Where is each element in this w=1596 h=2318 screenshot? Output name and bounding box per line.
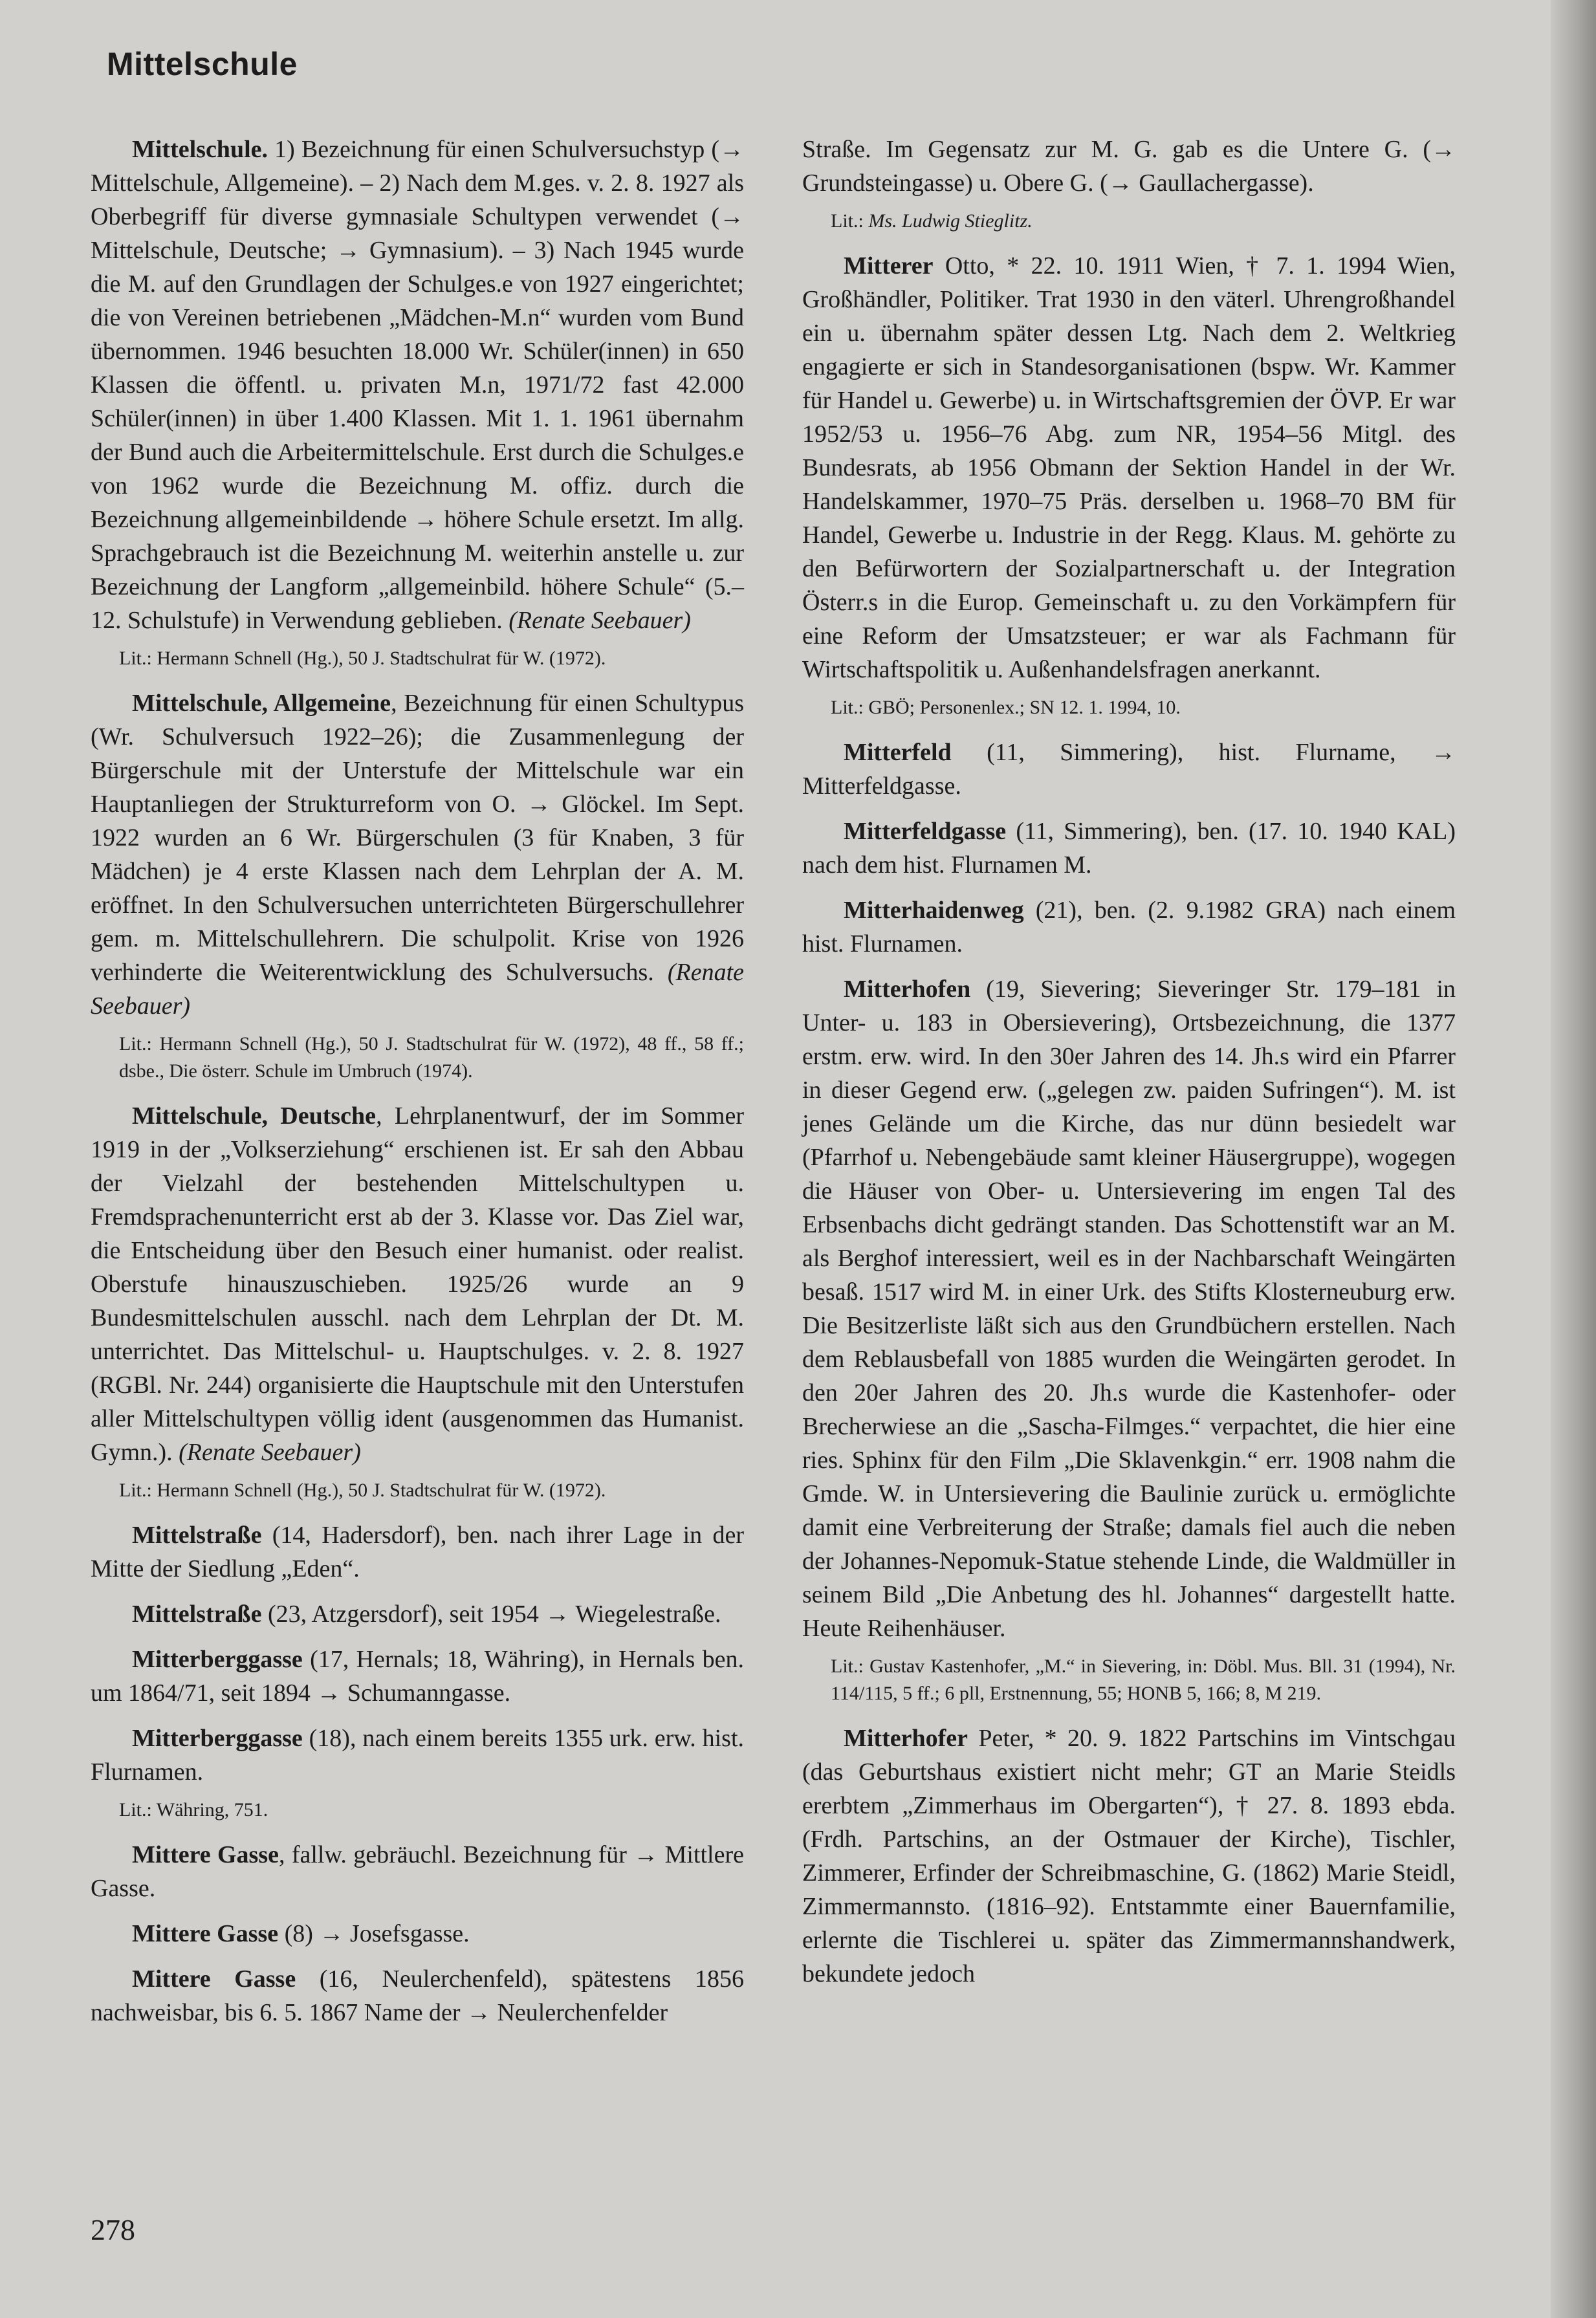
entry-literature: [802, 208, 1456, 235]
dictionary-entry: [91, 1722, 744, 1789]
entry-lemma: Mitterfeldgasse: [844, 818, 1007, 845]
entry-author: (Renate Seebauer): [179, 1439, 361, 1466]
dictionary-entry: [802, 736, 1456, 803]
literature-text: Lit.: GBÖ; Personenlex.; SN 12. 1. 1994, 10.: [831, 697, 1181, 718]
entry-lemma: Mitterhaidenweg: [844, 897, 1024, 924]
entry-literature: [802, 1653, 1456, 1707]
entry-text: (18), nach einem bereits 1355 urk. erw. hist. Flurnamen.: [91, 1725, 744, 1786]
entry-lemma: Mitterberggasse: [132, 1646, 303, 1673]
entry-text: (23, Atzgersdorf), seit 1954 → Wiegelestraße.: [261, 1601, 721, 1628]
entry-text: (21), ben. (2. 9.1982 GRA) nach einem hist. Flurnamen.: [802, 897, 1456, 957]
dictionary-entry: [91, 1917, 744, 1951]
entry-text: (14, Hadersdorf), ben. nach ihrer Lage in der Mitte der Siedlung „Eden“.: [91, 1522, 744, 1582]
dictionary-entry: [802, 893, 1456, 961]
entry-lemma: Mittelstraße: [132, 1522, 262, 1549]
entry-lemma: Mittelschule, Allgemeine: [132, 690, 391, 717]
dictionary-entry: [802, 249, 1456, 686]
page-edge-shadow: [1551, 0, 1596, 2318]
entry-literature: [91, 645, 744, 672]
literature-text: Lit.:: [831, 210, 864, 232]
dictionary-entry: [802, 815, 1456, 882]
dictionary-entry: [91, 686, 744, 1023]
running-header-title: Mittelschule: [107, 46, 298, 82]
entry-lemma: Mittere Gasse: [132, 1841, 279, 1868]
dictionary-entry: [91, 1597, 744, 1631]
entry-lemma: Mitterberggasse: [132, 1725, 303, 1752]
entry-text: (8) → Josefsgasse.: [278, 1920, 470, 1947]
entry-text: Otto, * 22. 10. 1911 Wien, † 7. 1. 1994 Wien, Großhändler, Politiker. Trat 1930 in den väterl. Uhrengroßhandel ein u. übernahm später dessen Ltg. Nach dem 2. Weltkrieg engagierte er sich in Standesorganisationen (bspw. Wr. Kammer für Handel u. Gewerbe) u. in Wirtschaftsgremien der ÖVP. Er war 1952/53 u. 1956–76 Abg. zum NR, 1954–56 Mitgl. des Bundesrats, ab 1956 Obmann der Sektion Handel in der Wr. Handelskammer, 1970–75 Präs. derselben u. 1968–70 BM für Handel, Gewerbe u. Industrie in der Regg. Klaus. M. gehörte zu den Befürwortern der Sozialpartnerschaft u. der Integration Österr.s in die Europ. Gemeinschaft u. zu den Vorkämpfern für eine Reform der Umsatzsteuer; er war als Fachmann für Wirtschaftspolitik u. Außenhandelsfragen anerkannt.: [802, 252, 1456, 683]
entry-text: , fallw. gebräuchl. Bezeichnung für → Mittlere Gasse.: [91, 1841, 744, 1902]
entry-lemma: Mitterfeld: [844, 739, 952, 766]
entry-text: (19, Sievering; Sieveringer Str. 179–181 in Unter- u. 183 in Obersievering), Ortsbezeichnung, die 1377 erstm. erw. wird. In den 30er Jahren des 14. Jh.s wird ein Pfarrer in dieser Gegend erw. („gelegen zw. paiden Sufringen“). M. ist jenes Gelände um die Kirche, das nur dünn besiedelt war (Pfarrhof u. Nebengebäude samt kleiner Häusergruppe), wogegen die Häuser von Ober- u. Untersievering im engen Tal des Erbsenbachs dicht gedrängt standen. Das Schottenstift war an M. als Berghof interessiert, weil es in der Nachbarschaft Weingärten besaß. 1517 wird M. in einer Urk. des Stifts Klosterneuburg erw. Die Besitzerliste läßt sich aus den Grundbüchern erstellen. Nach dem Reblausbefall von 1885 wurden die Weingärten gerodet. In den 20er Jahren des 20. Jh.s wurde die Kastenhofer- oder Brecherwiese an die „Sascha-Filmges.“ verpachtet, die hier eine ries. Sphinx für den Film „Die Sklavenkgin.“ err. 1908 nahm die Gmde. W. in Untersievering die Baulinie zurück u. ermöglichte damit eine Verbreiterung der Straße; damals fiel auch die neben der Johannes-Nepomuk-Statue stehende Linde, die Waldmüller in seinem Bild „Die Anbetung des hl. Johannes“ dargestellt hatte. Heute Reihenhäuser.: [802, 976, 1456, 1642]
entry-text: (17, Hernals; 18, Währing), in Hernals ben. um 1864/71, seit 1894 → Schumanngasse.: [91, 1646, 744, 1707]
literature-text: Lit.: Gustav Kastenhofer, „M.“ in Sievering, in: Döbl. Mus. Bll. 31 (1994), Nr. 114/115, 5 ff.; 6 pll, Erstnennung, 55; HONB 5, 166; 8, M 219.: [831, 1656, 1456, 1704]
entry-lemma: Mittelstraße: [132, 1601, 262, 1628]
entry-author: (Renate Seebauer): [91, 959, 744, 1020]
entry-lemma: Mittelschule.: [132, 136, 268, 163]
dictionary-entry: [91, 1099, 744, 1469]
literature-text: Lit.: Hermann Schnell (Hg.), 50 J. Stadtschulrat für W. (1972), 48 ff., 58 ff.; dsbe., Die österr. Schule im Umbruch (1974).: [119, 1033, 744, 1082]
entry-lemma: Mittere Gasse: [132, 1965, 296, 1993]
literature-text: Lit.: Hermann Schnell (Hg.), 50 J. Stadtschulrat für W. (1972).: [119, 1480, 606, 1501]
entry-literature: [91, 1797, 744, 1824]
literature-text: Lit.: Hermann Schnell (Hg.), 50 J. Stadtschulrat für W. (1972).: [119, 648, 606, 669]
literature-source: Ms. Ludwig Stieglitz.: [868, 210, 1033, 232]
entry-text: Peter, * 20. 9. 1822 Partschins im Vintschgau (das Geburtshaus existiert nicht mehr; GT an Marie Steidls ererbtem „Zimmerhaus im Obergarten“), † 27. 8. 1893 ebda. (Frdh. Partschins, an der Ostmauer der Kirche), Tischler, Zimmerer, Erfinder der Schreibmaschine, G. (1862) Marie Steidl, Zimmermannsto. (1816–92). Entstammte einer Bauernfamilie, erlernte die Tischlerei u. später das Zimmermannshandwerk, bekundete jedoch: [802, 1725, 1456, 1987]
right-column: [802, 133, 1456, 2002]
entry-text: (11, Simmering), ben. (17. 10. 1940 KAL) nach dem hist. Flurnamen M.: [802, 818, 1456, 879]
dictionary-entry: [91, 133, 744, 637]
entry-text: (16, Neulerchenfeld), spätestens 1856 nachweisbar, bis 6. 5. 1867 Name der → Neulerchenfelder: [91, 1965, 744, 2026]
entry-author: (Renate Seebauer): [508, 607, 691, 634]
entry-text: , Lehrplanentwurf, der im Sommer 1919 in der „Volkserziehung“ erschienen ist. Er sah den Abbau der Vielzahl der bestehenden Mittelschultypen u. Fremdsprachenunterricht erst ab der 3. Klasse vor. Das Ziel war, die Entscheidung über den Besuch einer humanist. oder realist. Oberstufe hinauszuschieben. 1925/26 wurde an 9 Bundesmittelschulen ausschl. nach dem Lehrplan der Dt. M. unterrichtet. Das Mittelschul- u. Hauptschulges. v. 2. 8. 1927 (RGBl. Nr. 244) organisierte die Hauptschule mit den Unterstufen aller Mittelschultypen völlig ident (ausgenommen das Humanist. Gymn.).: [91, 1102, 744, 1466]
entry-text: , Bezeichnung für einen Schultypus (Wr. Schulversuch 1922–26); die Zusammenlegung der Bürgerschule mit der Unterstufe der Mittelschule war ein Hauptanliegen der Strukturreform von O. → Glöckel. Im Sept. 1922 wurden an 6 Wr. Bürgerschulen (3 für Knaben, 3 für Mädchen) je 4 erste Klassen nach dem Lehrplan der A. M. eröffnet. In den Schulversuchen unterrichteten Bürgerschullehrer gem. m. Mittelschullehrern. Die schulpolit. Krise von 1926 verhinderte die Weiterentwicklung des Schulversuchs.: [91, 690, 744, 986]
entry-lemma: Mitterer: [844, 252, 934, 279]
entry-text: (11, Simmering), hist. Flurname, → Mitterfeldgasse.: [802, 739, 1456, 800]
dictionary-entry: [91, 1962, 744, 2029]
dictionary-entry: [91, 1643, 744, 1710]
entry-literature: [91, 1031, 744, 1085]
entry-lemma: Mittelschule, Deutsche: [132, 1102, 377, 1130]
dictionary-entry: [802, 133, 1456, 200]
dictionary-entry: [802, 1722, 1456, 1991]
entry-lemma: Mitterhofen: [844, 976, 971, 1003]
left-column: [91, 133, 744, 2041]
entry-literature: [802, 694, 1456, 721]
literature-text: Lit.: Währing, 751.: [119, 1799, 268, 1821]
entry-text: Straße. Im Gegensatz zur M. G. gab es die Untere G. (→ Grundsteingasse) u. Obere G. (→ Gaullachergasse).: [802, 136, 1456, 197]
entry-text: 1) Bezeichnung für einen Schulversuchstyp (→ Mittelschule, Allgemeine). – 2) Nach dem M.ges. v. 2. 8. 1927 als Oberbegriff für diverse gymnasiale Schultypen verwendet (→ Mittelschule, Deutsche; → Gymnasium). – 3) Nach 1945 wurde die M. auf den Grundlagen der Schulges.e von 1927 eingerichtet; die von Vereinen betriebenen „Mädchen-M.n“ wurden vom Bund übernommen. 1946 besuchten 18.000 Wr. Schüler(innen) in 650 Klassen die öffentl. u. privaten M.n, 1971/72 fast 42.000 Schüler(innen) in über 1.400 Klassen. Mit 1. 1. 1961 übernahm der Bund auch die Arbeitermittelschule. Erst durch die Schulges.e von 1962 wurde die Bezeichnung M. offiz. durch die Bezeichnung allgemeinbildende → höhere Schule ersetzt. Im allg. Sprachgebrauch ist die Bezeichnung M. weiterhin anstelle u. zur Bezeichnung der Langform „allgemeinbild. höhere Schule“ (5.–12. Schulstufe) in Verwendung geblieben.: [91, 136, 744, 634]
dictionary-entry: [91, 1838, 744, 1905]
dictionary-entry: [802, 972, 1456, 1645]
entry-lemma: Mitterhofer: [844, 1725, 968, 1752]
dictionary-entry: [91, 1518, 744, 1586]
entry-lemma: Mittere Gasse: [132, 1920, 279, 1947]
page-number: 278: [91, 2213, 135, 2246]
entry-literature: [91, 1477, 744, 1504]
